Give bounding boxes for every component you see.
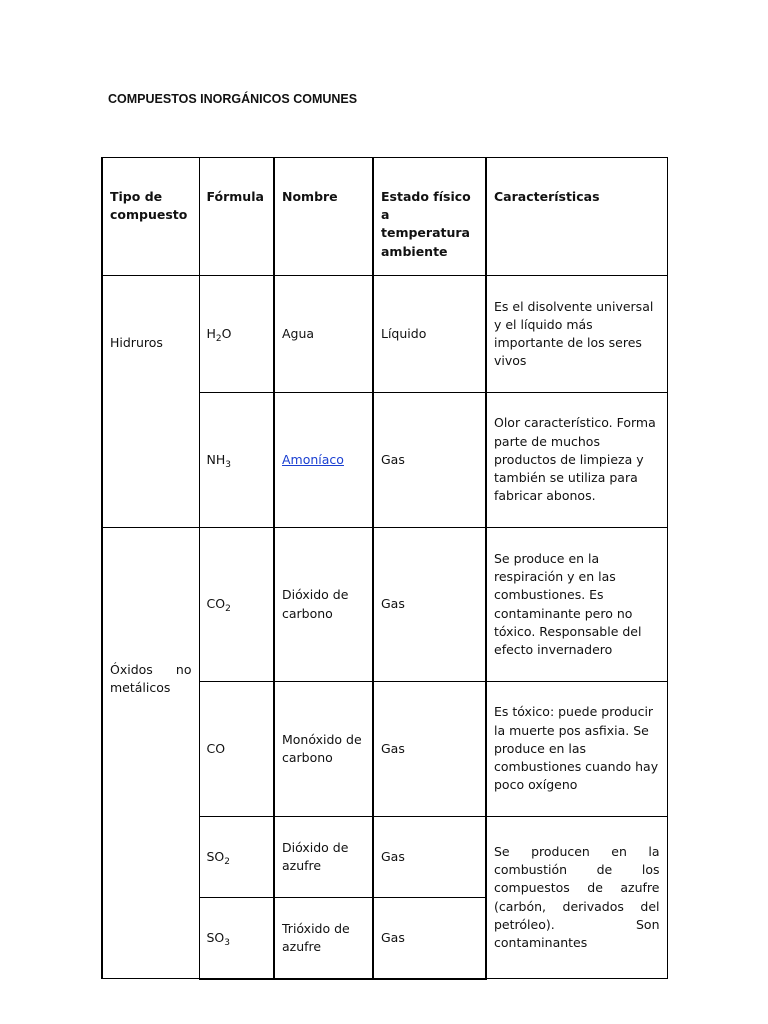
nombre-cell: Dióxido de carbono [274, 528, 373, 682]
caracteristicas-cell: Es tóxico: puede producir la muerte pos asfixia. Se produce en las combustiones cuando hay poco oxígeno [486, 682, 667, 817]
nombre-cell [274, 393, 373, 528]
group-oxidos-label: Óxidos no metálicos [110, 661, 192, 695]
estado-cell: Gas [373, 528, 486, 682]
nombre-cell: Agua [274, 276, 373, 393]
compounds-table [101, 157, 668, 980]
formula-cell: CO [199, 682, 274, 817]
table-row [102, 276, 667, 393]
nombre-cell: Dióxido de azufre [274, 817, 373, 898]
formula-cell: $SO_3$ [199, 898, 274, 979]
document-title: COMPUESTOS INORGÁNICOS COMUNES [108, 92, 358, 106]
header-nombre: Nombre [274, 158, 373, 276]
header-formula: Fórmula [199, 158, 274, 276]
group-hidruros [102, 276, 199, 528]
header-estado: Estado físico a temperatura ambiente [373, 158, 486, 276]
estado-cell: Gas [373, 393, 486, 528]
nombre-cell: Trióxido de azufre [274, 898, 373, 979]
table-row [102, 528, 667, 682]
amoniaco-link[interactable]: Amoníaco [282, 451, 344, 467]
estado-cell: Gas [373, 898, 486, 979]
formula-cell: $SO_2$ [199, 817, 274, 898]
estado-cell: Gas [373, 817, 486, 898]
group-oxidos [102, 528, 199, 979]
header-caracteristicas: Características [486, 158, 667, 276]
so-caracteristicas-text: Se producen en la combustión de los compuestos de azufre (carbón, derivados del petróleo). Son contaminantes [494, 843, 660, 950]
estado-cell: Líquido [373, 276, 486, 393]
estado-cell: Gas [373, 682, 486, 817]
caracteristicas-cell: Olor característico. Forma parte de muchos productos de limpieza y también se utiliza para fabricar abonos. [486, 393, 667, 528]
nombre-cell: Monóxido de carbono [274, 682, 373, 817]
formula-cell: $CO_2$ [199, 528, 274, 682]
caracteristicas-cell: Es el disolvente universal y el líquido más importante de los seres vivos [486, 276, 667, 393]
group-hidruros-label: Hidruros [110, 335, 163, 351]
caracteristicas-cell: Se produce en la respiración y en las combustiones. Es contaminante pero no tóxico. Responsable del efecto invernadero [486, 528, 667, 682]
header-tipo: Tipo de compuesto [102, 158, 199, 276]
caracteristicas-shared-cell [486, 817, 667, 979]
formula-cell: $H_2O$ [199, 276, 274, 393]
header-row [102, 158, 667, 276]
formula-cell: $NH_3$ [199, 393, 274, 528]
